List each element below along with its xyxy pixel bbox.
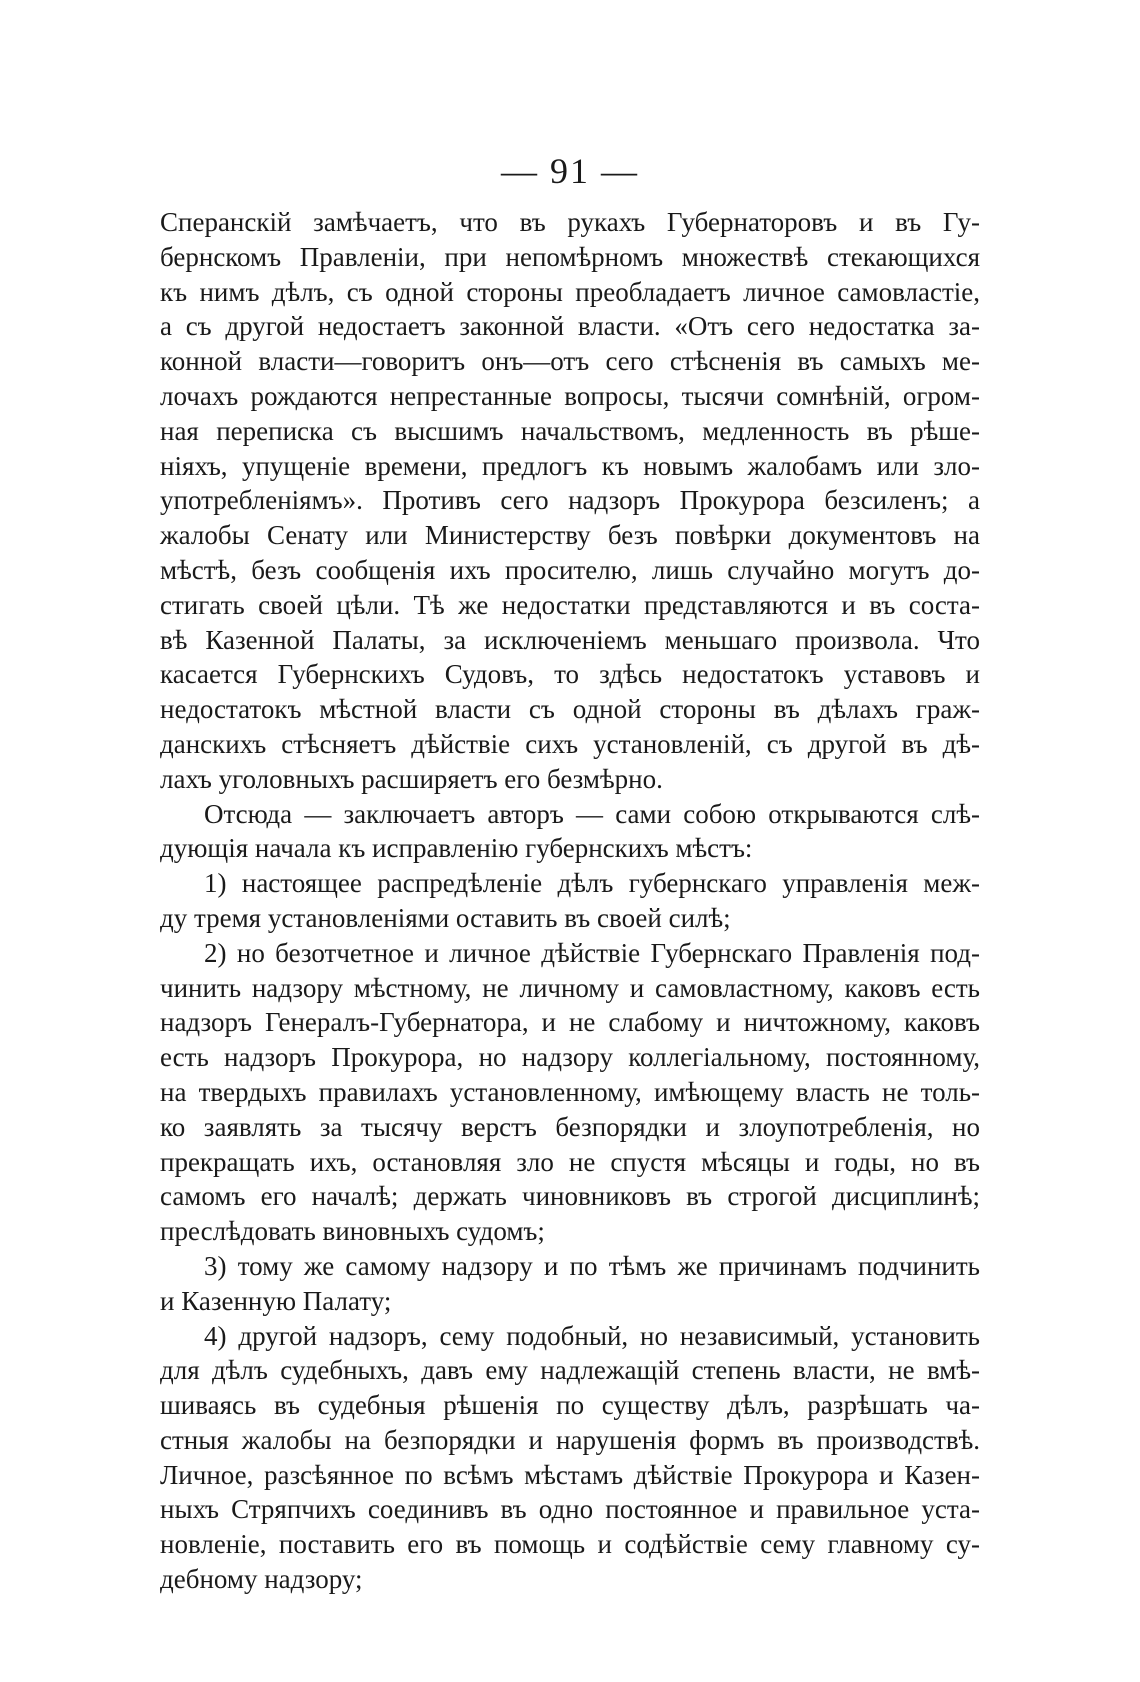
text-line: преслѣдовать виновныхъ судомъ; [160, 1216, 545, 1247]
body-text [160, 205, 980, 1597]
text-line: а съ другой недостаетъ законной власти. «Отъ сего недостатка за- [160, 311, 980, 342]
text-line: дующія начала къ исправленію губернскихъ мѣстъ: [160, 833, 753, 864]
text-line: Личное, разсѣянное по всѣмъ мѣстамъ дѣйствіе Прокурора и Казен- [160, 1459, 980, 1490]
text-line: бернскомъ Правленіи, при непомѣрномъ множествѣ стекающихся [160, 241, 980, 272]
text-line: 1) настоящее распредѣленіе дѣлъ губернскаго управленія меж- [204, 868, 980, 899]
text-line: лочахъ рождаются непрестанные вопросы, тысячи сомнѣній, огром- [160, 380, 980, 411]
text-line: и Казенную Палату; [160, 1285, 392, 1316]
text-line: ко заявлять за тысячу верстъ безпорядки и злоупотребленія, но [160, 1111, 980, 1142]
text-line: жалобы Сенату или Министерству безъ повѣрки документовъ на [160, 520, 980, 551]
text-line: дебному надзору; [160, 1564, 363, 1595]
text-line: ныхъ Стряпчихъ соединивъ въ одно постоянное и правильное уста- [160, 1494, 980, 1525]
text-line: для дѣлъ судебныхъ, давъ ему надлежащій степень власти, не вмѣ- [160, 1355, 980, 1386]
text-line: лахъ уголовныхъ расширяетъ его безмѣрно. [160, 763, 663, 794]
text-line: стныя жалобы на безпорядки и нарушенія формъ въ производствѣ. [160, 1424, 980, 1455]
text-line: 4) другой надзоръ, сему подобный, но независимый, установить [204, 1320, 980, 1351]
text-line: вѣ Казенной Палаты, за исключеніемъ меньшаго произвола. Что [160, 624, 980, 655]
text-line: стигать своей цѣли. Тѣ же недостатки представляются и въ соста- [160, 589, 980, 620]
text-line: ду тремя установленіями оставить въ своей силѣ; [160, 902, 731, 933]
text-line: шиваясь въ судебныя рѣшенія по существу дѣлъ, разрѣшать ча- [160, 1390, 980, 1421]
text-line: чинить надзору мѣстному, не личному и самовластному, каковъ есть [160, 972, 980, 1003]
text-line: касается Губернскихъ Судовъ, то здѣсь недостатокъ уставовъ и [160, 659, 980, 690]
text-line: недостатокъ мѣстной власти съ одной стороны въ дѣлахъ граж- [160, 694, 980, 725]
text-line: мѣстѣ, безъ сообщенія ихъ просителю, лишь случайно могутъ до- [160, 554, 980, 585]
text-line: на твердыхъ правилахъ установленному, имѣющему власть не толь- [160, 1076, 980, 1107]
text-line: самомъ его началѣ; держать чиновниковъ въ строгой дисциплинѣ; [160, 1181, 980, 1212]
text-line: ніяхъ, упущеніе времени, предлогъ къ новымъ жалобамъ или зло- [160, 450, 980, 481]
text-line: данскихъ стѣсняетъ дѣйствіе сихъ установленій, съ другой въ дѣ- [160, 728, 980, 759]
text-line: есть надзоръ Прокурора, но надзору коллегіальному, постоянному, [160, 1042, 980, 1073]
text-line: 3) тому же самому надзору и по тѣмъ же причинамъ подчинить [204, 1250, 980, 1281]
text-line: конной власти—говоритъ онъ—отъ сего стѣсненія въ самыхъ ме- [160, 346, 980, 377]
text-line: прекращать ихъ, остановляя зло не спустя мѣсяцы и годы, но въ [160, 1146, 980, 1177]
text-line: 2) но безотчетное и личное дѣйствіе Губернскаго Правленія под- [204, 937, 980, 968]
text-line: Отсюда — заключаетъ авторъ — сами собою открываются слѣ- [204, 798, 980, 829]
page-number: — 91 — [501, 151, 639, 191]
text-line: Сперанскій замѣчаетъ, что въ рукахъ Губернаторовъ и въ Гу- [160, 207, 980, 237]
text-line: употребленіямъ». Противъ сего надзоръ Прокурора безсиленъ; а [160, 485, 980, 516]
text-line: ная переписка съ высшимъ начальствомъ, медленность въ рѣше- [160, 415, 980, 446]
text-line: новленіе, поставить его въ помощь и содѣйствіе сему главному су- [160, 1529, 980, 1560]
text-line: къ нимъ дѣлъ, съ одной стороны преобладаетъ личное самовластіе, [160, 276, 980, 307]
text-line: надзоръ Генералъ-Губернатора, и не слабому и ничтожному, каковъ [160, 1007, 980, 1038]
